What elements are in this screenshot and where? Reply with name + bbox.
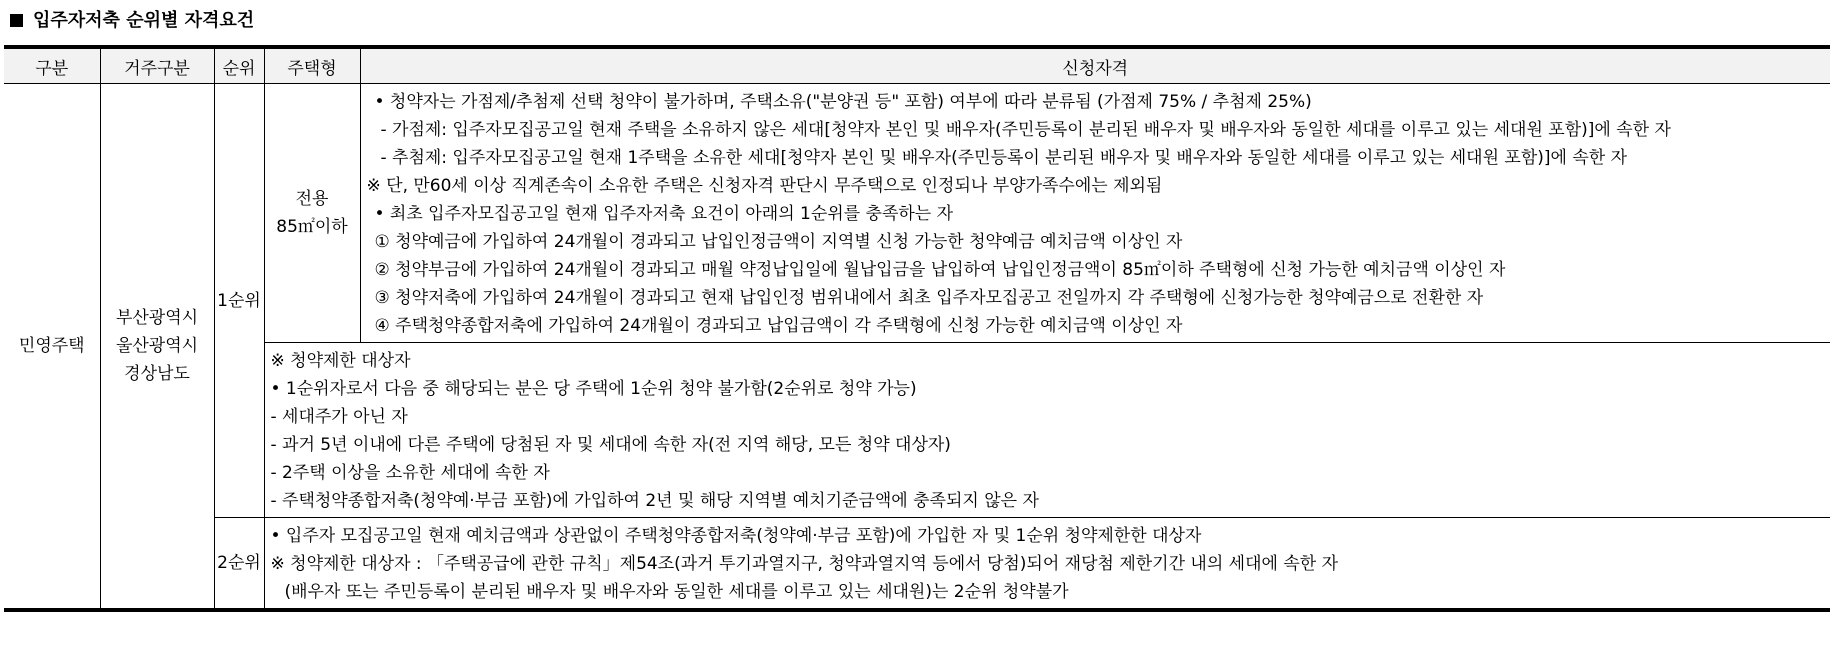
eligibility-line: • 청약자는 가점제/추첨제 선택 청약이 불가하며, 주택소유("분양권 등" 포함) 여부에 따라 분류됨 (가점제 75% / 추첨제 25%) bbox=[374, 92, 1312, 112]
region-ulsan: 울산광역시 bbox=[115, 336, 199, 356]
eligibility-line: ③ 청약저축에 가입하여 24개월이 경과되고 현재 납입인정 범위내에서 최초 입주자모집공고 전일까지 각 주택형에 신청가능한 청약예금으로 전환한 자 bbox=[374, 288, 1484, 308]
header-eligibility: 신청자격 bbox=[360, 47, 1830, 84]
rank2-line: • 입주자 모집공고일 현재 예치금액과 상관없이 주택청약종합저축(청약예·부금 포함)에 가입한 자 및 1순위 청약제한한 대상자 bbox=[270, 526, 1202, 546]
section-title bbox=[10, 6, 254, 36]
region-busan: 부산광역시 bbox=[115, 308, 199, 328]
eligibility-line: - 가점제: 입주자모집공고일 현재 주택을 소유하지 않은 세대[청약자 본인 및 배우자(주민등록이 분리된 배우자 및 배우자와 동일한 세대를 이루고 있는 세대원 포함)]에 속한 자 bbox=[380, 120, 1671, 140]
housing-type-line-1: 전용 bbox=[295, 189, 329, 209]
rank2-cell: 2순위 bbox=[214, 518, 264, 611]
rank2-line: ※ 청약제한 대상자 : 「주택공급에 관한 규칙」제54조(과거 투기과열지구, 청약과열지역 등에서 당첨)되어 재당첨 제한기간 내의 세대에 속한 자 bbox=[270, 554, 1339, 574]
housing-type-cell bbox=[264, 84, 360, 343]
rank1-eligibility-cell bbox=[360, 84, 1830, 343]
eligibility-line: ② 청약부금에 가입하여 24개월이 경과되고 매월 약정납입일에 월납입금을 납입하여 납입인정금액이 85㎡이하 주택형에 신청 가능한 예치금액 이상인 자 bbox=[374, 260, 1506, 280]
black-square-icon bbox=[10, 14, 23, 27]
restriction-line: ※ 청약제한 대상자 bbox=[270, 351, 411, 371]
rank2-line: (배우자 또는 주민등록이 분리된 배우자 및 배우자와 동일한 세대를 이루고 있는 세대원)는 2순위 청약불가 bbox=[284, 582, 1069, 602]
table-row bbox=[4, 343, 1830, 518]
table-row bbox=[4, 518, 1830, 611]
region-cell bbox=[100, 84, 214, 611]
eligibility-line: ※ 단, 만60세 이상 직계존속이 소유한 주택은 신청자격 판단시 무주택으로 인정되나 부양가족수에는 제외됨 bbox=[366, 176, 1163, 196]
header-residence: 거주구분 bbox=[100, 47, 214, 84]
restriction-line: • 1순위자로서 다음 중 해당되는 분은 당 주택에 1순위 청약 불가함(2순위로 청약 가능) bbox=[270, 379, 917, 399]
restriction-line: - 과거 5년 이내에 다른 주택에 당첨된 자 및 세대에 속한 자(전 지역 해당, 모든 청약 대상자) bbox=[270, 435, 951, 455]
table-header-row bbox=[4, 47, 1830, 84]
section-title-text: 입주자저축 순위별 자격요건 bbox=[33, 10, 255, 31]
restriction-line: - 주택청약종합저축(청약예·부금 포함)에 가입하여 2년 및 해당 지역별 예치기준금액에 충족되지 않은 자 bbox=[270, 491, 1039, 511]
eligibility-line: ① 청약예금에 가입하여 24개월이 경과되고 납입인정금액이 지역별 신청 가능한 청약예금 예치금액 이상인 자 bbox=[374, 232, 1183, 252]
region-gyeongnam: 경상남도 bbox=[124, 364, 190, 384]
rank1-restriction-cell bbox=[264, 343, 1830, 518]
header-rank: 순위 bbox=[214, 47, 264, 84]
header-housing-type: 주택형 bbox=[264, 47, 360, 84]
restriction-line: - 2주택 이상을 소유한 세대에 속한 자 bbox=[270, 463, 550, 483]
category-cell: 민영주택 bbox=[4, 84, 100, 611]
eligibility-line: • 최초 입주자모집공고일 현재 입주자저축 요건이 아래의 1순위를 충족하는 자 bbox=[374, 204, 954, 224]
eligibility-table bbox=[4, 45, 1830, 612]
eligibility-line: ④ 주택청약종합저축에 가입하여 24개월이 경과되고 납입금액이 각 주택형에 신청 가능한 예치금액 이상인 자 bbox=[374, 316, 1183, 336]
restriction-line: - 세대주가 아닌 자 bbox=[270, 407, 408, 427]
rank2-eligibility-cell bbox=[264, 518, 1830, 611]
rank1-cell: 1순위 bbox=[214, 84, 264, 518]
table-row bbox=[4, 84, 1830, 343]
header-category: 구분 bbox=[4, 47, 100, 84]
eligibility-line: - 추첨제: 입주자모집공고일 현재 1주택을 소유한 세대[청약자 본인 및 배우자(주민등록이 분리된 배우자 및 배우자와 동일한 세대를 이루고 있는 세대원 포함)]에 속한 자 bbox=[380, 148, 1628, 168]
housing-type-line-2: 85㎡이하 bbox=[276, 217, 348, 237]
